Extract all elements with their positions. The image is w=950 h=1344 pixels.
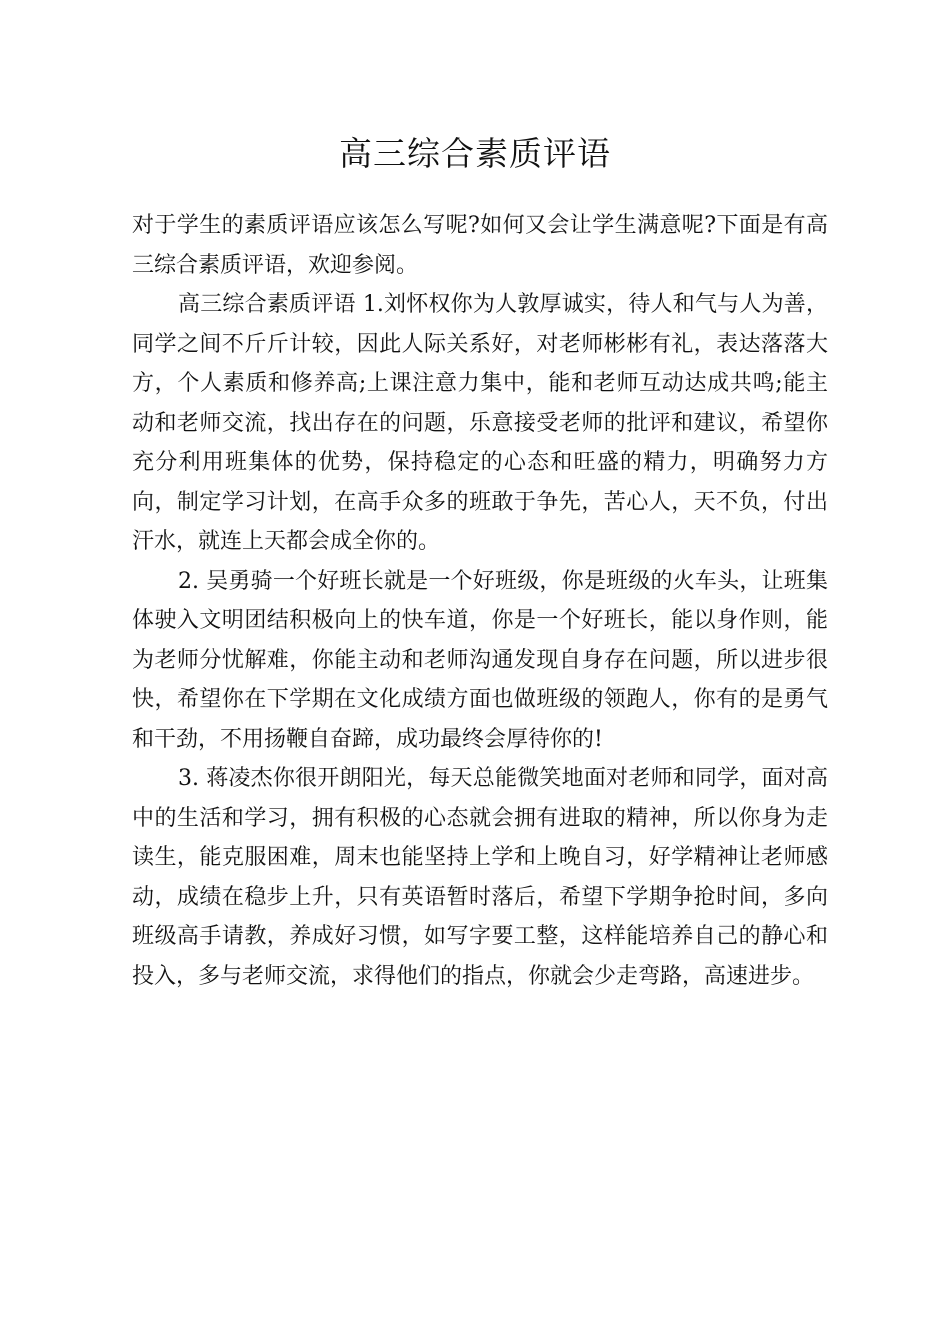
- comment-paragraph-3: 3. 蒋凌杰你很开朗阳光，每天总能微笑地面对老师和同学，面对高中的生活和学习，拥有积极的心态就会拥有进取的精神，所以你身为走读生，能克服困难，周末也能坚持上学和上晚自习，好学精神让老师感动，成绩在稳步上升，只有英语暂时落后，希望下学期争抢时间，多向班级高手请教，养成好习惯，如写字要工整，这样能培养自己的静心和投入，多与老师交流，求得他们的指点，你就会少走弯路，高速进步。: [132, 766, 828, 989]
- document-title: 高三综合素质评语: [339, 134, 611, 173]
- document-body: [132, 206, 828, 996]
- comment-paragraph-2: 2. 吴勇骑一个好班长就是一个好班级，你是班级的火车头，让班集体驶入文明团结积极向上的快车道，你是一个好班长，能以身作则，能为老师分忧解难，你能主动和老师沟通发现自身存在问题，所以进步很快，希望你在下学期在文化成绩方面也做班级的领跑人，你有的是勇气和干劲，不用扬鞭自奋蹄，成功最终会厚待你的!: [132, 568, 828, 752]
- comment-paragraph-1: 高三综合素质评语 1.刘怀权你为人敦厚诚实，待人和气与人为善，同学之间不斤斤计较，因此人际关系好，对老师彬彬有礼，表达落落大方，个人素质和修养高;上课注意力集中，能和老师互动达成共鸣;能主动和老师交流，找出存在的问题，乐意接受老师的批评和建议，希望你充分利用班集体的优势，保持稳定的心态和旺盛的精力，明确努力方向，制定学习计划，在高手众多的班敢于争先，苦心人，天不负，付出汗水，就连上天都会成全你的。: [132, 292, 828, 554]
- intro-paragraph: 对于学生的素质评语应该怎么写呢?如何又会让学生满意呢?下面是有高三综合素质评语，欢迎参阅。: [132, 213, 828, 278]
